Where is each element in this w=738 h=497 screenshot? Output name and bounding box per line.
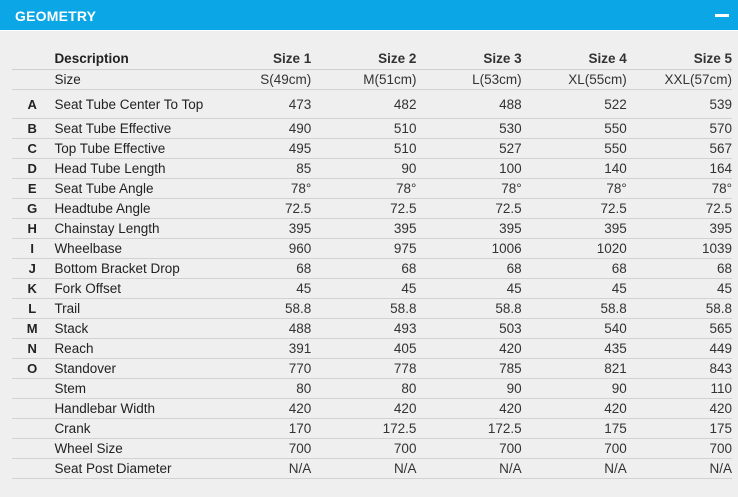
row-value: 90 [311, 159, 416, 179]
row-value: 58.8 [627, 299, 732, 319]
row-value: 391 [206, 339, 311, 359]
table-row [12, 199, 732, 219]
row-value: M(51cm) [311, 70, 416, 90]
row-letter: K [12, 279, 52, 299]
row-letter [12, 419, 52, 439]
row-value: 395 [311, 219, 416, 239]
row-value: 530 [416, 119, 521, 139]
row-value: XL(55cm) [522, 70, 627, 90]
row-label: Seat Tube Center To Top [52, 90, 206, 119]
row-label: Chainstay Length [52, 219, 206, 239]
table-row [12, 70, 732, 90]
row-value: 495 [206, 139, 311, 159]
row-label: Seat Post Diameter [52, 459, 206, 479]
table-row [12, 319, 732, 339]
row-label: Top Tube Effective [52, 139, 206, 159]
row-label: Seat Tube Angle [52, 179, 206, 199]
row-letter: I [12, 239, 52, 259]
row-value: 700 [627, 439, 732, 459]
row-value: 395 [416, 219, 521, 239]
row-letter: M [12, 319, 52, 339]
row-label: Standover [52, 359, 206, 379]
table-row [12, 90, 732, 119]
table-row [12, 239, 732, 259]
table-body [12, 70, 732, 479]
row-value: 1006 [416, 239, 521, 259]
row-value: 164 [627, 159, 732, 179]
row-value: 510 [311, 139, 416, 159]
row-value: 78° [206, 179, 311, 199]
row-value: 78° [311, 179, 416, 199]
row-label: Seat Tube Effective [52, 119, 206, 139]
row-value: 405 [311, 339, 416, 359]
row-value: 72.5 [206, 199, 311, 219]
row-value: 843 [627, 359, 732, 379]
table-row [12, 379, 732, 399]
size-column-header: Size 3 [416, 48, 521, 70]
row-label: Reach [52, 339, 206, 359]
collapse-icon[interactable] [714, 9, 730, 21]
row-value: 68 [627, 259, 732, 279]
row-value: 510 [311, 119, 416, 139]
row-value: XXL(57cm) [627, 70, 732, 90]
row-value: N/A [311, 459, 416, 479]
row-value: 58.8 [206, 299, 311, 319]
row-value: 565 [627, 319, 732, 339]
row-value: 85 [206, 159, 311, 179]
row-label: Stack [52, 319, 206, 339]
row-value: 68 [522, 259, 627, 279]
row-value: 527 [416, 139, 521, 159]
row-value: 175 [627, 419, 732, 439]
table-row [12, 419, 732, 439]
table-row [12, 399, 732, 419]
row-value: 550 [522, 139, 627, 159]
row-value: 700 [311, 439, 416, 459]
table-row [12, 159, 732, 179]
row-letter [12, 439, 52, 459]
geometry-table [12, 48, 732, 479]
row-label: Stem [52, 379, 206, 399]
row-value: 80 [206, 379, 311, 399]
geometry-panel-header[interactable] [0, 0, 738, 31]
row-letter: B [12, 119, 52, 139]
row-value: 395 [206, 219, 311, 239]
row-value: 72.5 [627, 199, 732, 219]
row-value: 539 [627, 90, 732, 119]
row-value: 975 [311, 239, 416, 259]
row-value: 78° [627, 179, 732, 199]
row-letter: A [12, 90, 52, 119]
row-value: S(49cm) [206, 70, 311, 90]
row-value: 700 [416, 439, 521, 459]
table-row [12, 359, 732, 379]
row-value: 522 [522, 90, 627, 119]
row-value: 493 [311, 319, 416, 339]
row-value: 72.5 [522, 199, 627, 219]
row-letter: L [12, 299, 52, 319]
row-value: 72.5 [311, 199, 416, 219]
table-header-row [12, 48, 732, 70]
row-label: Bottom Bracket Drop [52, 259, 206, 279]
row-value: 503 [416, 319, 521, 339]
row-value: N/A [416, 459, 521, 479]
row-label: Headtube Angle [52, 199, 206, 219]
row-letter [12, 459, 52, 479]
row-value: 58.8 [522, 299, 627, 319]
row-value: 550 [522, 119, 627, 139]
table-row [12, 219, 732, 239]
row-value: 700 [522, 439, 627, 459]
row-label: Head Tube Length [52, 159, 206, 179]
row-value: 45 [416, 279, 521, 299]
row-value: 420 [627, 399, 732, 419]
row-label: Crank [52, 419, 206, 439]
row-value: N/A [206, 459, 311, 479]
row-value: N/A [627, 459, 732, 479]
row-letter [12, 399, 52, 419]
row-value: 567 [627, 139, 732, 159]
row-value: 1039 [627, 239, 732, 259]
table-row [12, 119, 732, 139]
row-value: 449 [627, 339, 732, 359]
row-value: 435 [522, 339, 627, 359]
row-value: 140 [522, 159, 627, 179]
row-value: 45 [627, 279, 732, 299]
description-column-header: Description [52, 48, 206, 70]
row-value: 540 [522, 319, 627, 339]
row-value: 420 [522, 399, 627, 419]
row-value: 821 [522, 359, 627, 379]
size-column-header: Size 4 [522, 48, 627, 70]
row-letter [12, 70, 52, 90]
row-value: 770 [206, 359, 311, 379]
table-row [12, 299, 732, 319]
row-value: N/A [522, 459, 627, 479]
row-value: 72.5 [416, 199, 521, 219]
table-row [12, 259, 732, 279]
row-label: Wheel Size [52, 439, 206, 459]
size-column-header: Size 5 [627, 48, 732, 70]
table-row [12, 179, 732, 199]
row-value: 488 [206, 319, 311, 339]
row-label: Wheelbase [52, 239, 206, 259]
table-row [12, 339, 732, 359]
table-row [12, 459, 732, 479]
row-value: 700 [206, 439, 311, 459]
row-value: 473 [206, 90, 311, 119]
row-value: 90 [416, 379, 521, 399]
row-letter: E [12, 179, 52, 199]
row-value: 490 [206, 119, 311, 139]
row-letter: G [12, 199, 52, 219]
row-label: Size [52, 70, 206, 90]
row-value: 100 [416, 159, 521, 179]
row-value: 1020 [522, 239, 627, 259]
row-value: 420 [416, 339, 521, 359]
row-value: 78° [416, 179, 521, 199]
row-value: 58.8 [311, 299, 416, 319]
row-value: 58.8 [416, 299, 521, 319]
row-value: 45 [311, 279, 416, 299]
row-value: 68 [206, 259, 311, 279]
row-value: 68 [311, 259, 416, 279]
row-value: 395 [522, 219, 627, 239]
panel-title: GEOMETRY [15, 8, 97, 24]
row-value: 68 [416, 259, 521, 279]
row-value: 172.5 [416, 419, 521, 439]
row-value: 78° [522, 179, 627, 199]
row-label: Handlebar Width [52, 399, 206, 419]
row-letter: C [12, 139, 52, 159]
row-value: 778 [311, 359, 416, 379]
size-column-header: Size 2 [311, 48, 416, 70]
row-label: Trail [52, 299, 206, 319]
row-letter: H [12, 219, 52, 239]
row-value: 170 [206, 419, 311, 439]
row-value: 175 [522, 419, 627, 439]
row-letter: J [12, 259, 52, 279]
table-row [12, 139, 732, 159]
row-value: 785 [416, 359, 521, 379]
row-value: 45 [206, 279, 311, 299]
row-label: Fork Offset [52, 279, 206, 299]
row-value: 420 [416, 399, 521, 419]
size-column-header: Size 1 [206, 48, 311, 70]
row-value: 570 [627, 119, 732, 139]
row-letter: N [12, 339, 52, 359]
row-value: 420 [311, 399, 416, 419]
row-value: 488 [416, 90, 521, 119]
row-letter: O [12, 359, 52, 379]
row-value: 80 [311, 379, 416, 399]
row-value: 420 [206, 399, 311, 419]
row-value: 45 [522, 279, 627, 299]
letter-column-header [12, 48, 52, 70]
row-value: 110 [627, 379, 732, 399]
table-row [12, 279, 732, 299]
row-value: L(53cm) [416, 70, 521, 90]
row-letter: D [12, 159, 52, 179]
row-value: 90 [522, 379, 627, 399]
table-row [12, 439, 732, 459]
row-value: 395 [627, 219, 732, 239]
row-value: 960 [206, 239, 311, 259]
row-value: 482 [311, 90, 416, 119]
row-letter [12, 379, 52, 399]
row-value: 172.5 [311, 419, 416, 439]
